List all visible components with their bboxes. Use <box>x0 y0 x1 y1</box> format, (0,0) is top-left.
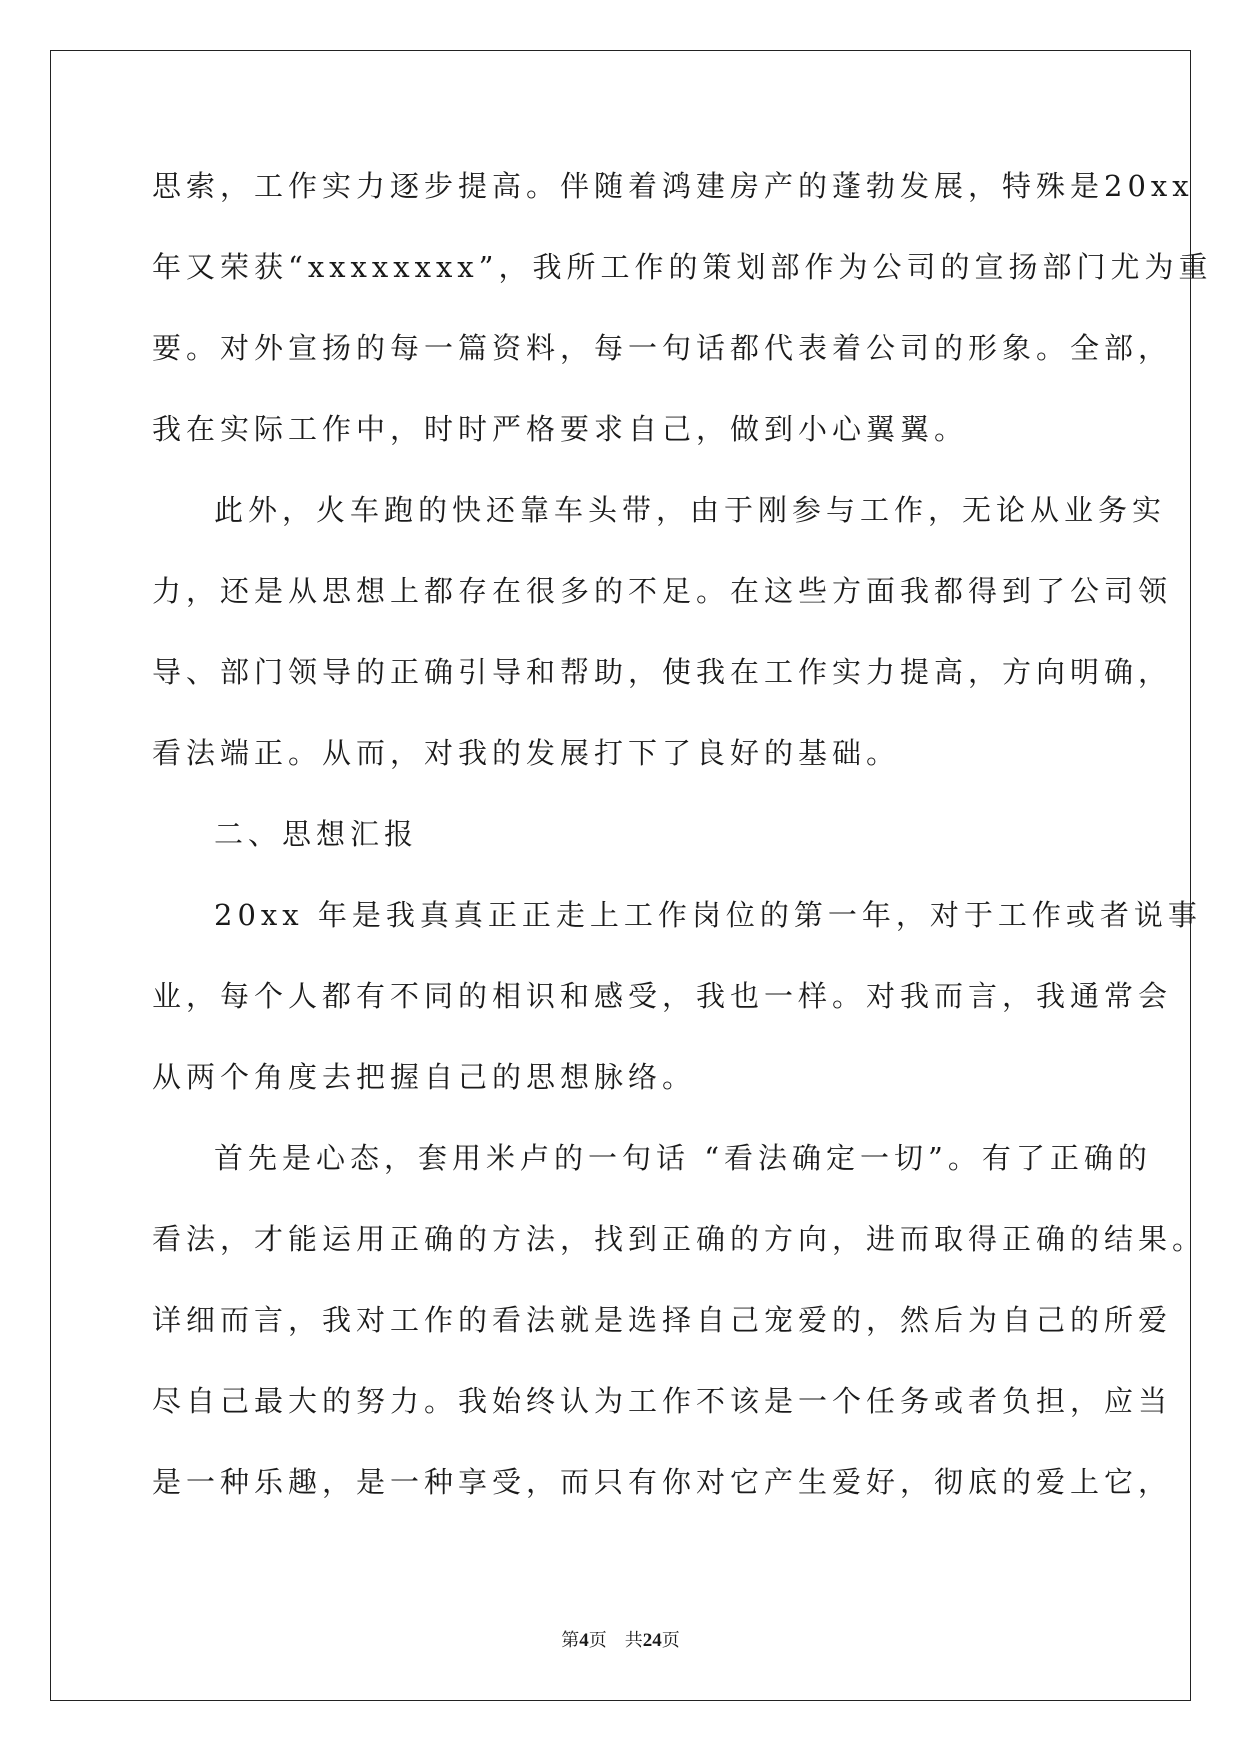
text-line: 力，还是从思想上都存在很多的不足。在这些方面我都得到了公司领 <box>152 574 1173 608</box>
section-heading: 二、思想汇报 <box>214 817 419 851</box>
footer-prefix: 第 <box>561 1630 580 1651</box>
text-line: 看法，才能运用正确的方法，找到正确的方向，进而取得正确的结果。 <box>152 1222 1207 1256</box>
page-number: 4 <box>579 1630 589 1651</box>
text-line: 详细而言，我对工作的看法就是选择自己宠爱的，然后为自己的所爱 <box>152 1303 1173 1337</box>
text-line: 业，每个人都有不同的相识和感受，我也一样。对我而言，我通常会 <box>152 979 1173 1013</box>
text-line: 导、部门领导的正确引导和帮助，使我在工作实力提高，方向明确， <box>152 655 1173 689</box>
footer-page-suffix: 页 <box>588 1630 607 1651</box>
text-line: 从两个角度去把握自己的思想脉络。 <box>152 1060 697 1094</box>
text-line: 是一种乐趣，是一种享受，而只有你对它产生爱好，彻底的爱上它， <box>152 1465 1173 1499</box>
total-pages: 24 <box>642 1630 662 1651</box>
paragraph-start: 20xx 年是我真真正正走上工作岗位的第一年，对于工作或者说事 <box>214 898 1202 932</box>
text-line: 要。对外宣扬的每一篇资料，每一句话都代表着公司的形象。全部， <box>152 331 1173 365</box>
text-line: 思索，工作实力逐步提高。伴随着鸿建房产的蓬勃发展，特殊是20xx <box>152 169 1194 203</box>
text-line: 看法端正。从而，对我的发展打下了良好的基础。 <box>152 736 901 770</box>
text-line: 我在实际工作中，时时严格要求自己，做到小心翼翼。 <box>152 412 969 446</box>
footer-total-suffix: 页 <box>661 1630 680 1651</box>
paragraph-start: 首先是心态，套用米卢的一句话 “看法确定一切”。有了正确的 <box>214 1141 1152 1175</box>
paragraph-start: 此外，火车跑的快还靠车头带，由于刚参与工作，无论从业务实 <box>214 493 1167 527</box>
text-line: 年又荣获“xxxxxxxx”，我所工作的策划部作为公司的宣扬部门尤为重 <box>152 250 1213 284</box>
text-line: 尽自己最大的努力。我始终认为工作不该是一个任务或者负担，应当 <box>152 1384 1173 1418</box>
page-footer <box>0 1626 1241 1652</box>
page-border <box>50 50 1191 1701</box>
footer-total-prefix: 共 <box>624 1630 643 1651</box>
